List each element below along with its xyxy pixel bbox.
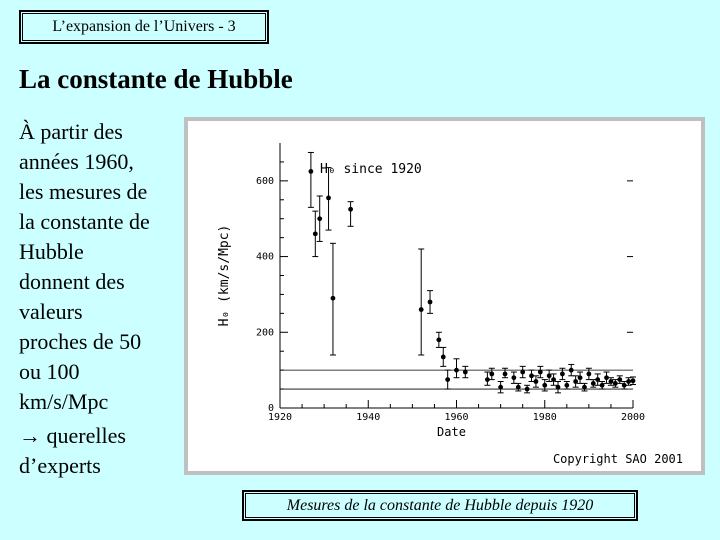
data-point — [569, 368, 574, 373]
data-point — [586, 372, 591, 377]
body-line: la constante de — [19, 209, 150, 234]
hubble-figure — [184, 117, 705, 475]
y-tick-label: 0 — [267, 403, 274, 414]
data-point — [317, 216, 322, 221]
data-point — [626, 379, 631, 384]
x-tick-label: 1960 — [444, 412, 469, 423]
body-line: km/s/Mpc — [19, 389, 109, 414]
data-point — [463, 370, 468, 375]
data-point — [445, 377, 450, 382]
data-point — [564, 383, 569, 388]
data-point — [503, 372, 508, 377]
plot-area — [188, 121, 701, 471]
page-title: La constante de Hubble — [19, 64, 293, 94]
data-point — [441, 354, 446, 359]
body-line: les mesures de — [19, 179, 148, 204]
body-line: À partir des — [19, 119, 123, 144]
data-point — [308, 169, 313, 174]
data-point — [313, 231, 318, 236]
slide-header — [19, 10, 269, 44]
body-line: années 1960, — [19, 149, 134, 174]
data-point — [326, 195, 331, 200]
data-point — [560, 372, 565, 377]
y-tick-label: 200 — [255, 327, 274, 339]
conclusion-line: d’experts — [19, 453, 101, 478]
data-point — [556, 385, 561, 390]
data-point — [582, 385, 587, 390]
conclusion-text — [19, 421, 179, 481]
data-point — [534, 379, 539, 384]
data-point — [578, 375, 583, 380]
data-point — [516, 385, 521, 390]
data-point — [419, 307, 424, 312]
x-tick-label: 1940 — [356, 412, 381, 423]
body-text — [19, 117, 179, 417]
x-tick-label: 1980 — [532, 412, 557, 423]
x-tick-label: 2000 — [620, 412, 646, 423]
body-line: Hubble — [19, 239, 84, 264]
slide-header-label: L’expansion de l’Univers - 3 — [22, 13, 266, 41]
hubble-chart — [188, 121, 701, 471]
x-axis-label: Date — [437, 425, 466, 439]
data-point — [489, 372, 494, 377]
data-point — [631, 378, 636, 383]
data-point — [348, 207, 353, 212]
y-tick-label: 400 — [255, 251, 274, 263]
data-point — [520, 370, 525, 375]
y-axis-label: H₀ (km/s/Mpc) — [217, 224, 232, 327]
data-point — [331, 296, 336, 301]
body-line: donnent des — [19, 269, 125, 294]
conclusion-line: → querelles — [19, 423, 126, 448]
figure-caption — [242, 490, 638, 521]
data-point — [542, 383, 547, 388]
figure-caption-text: Mesures de la constante de Hubble depuis 1920 — [245, 493, 635, 518]
data-point — [538, 370, 543, 375]
data-point — [498, 385, 503, 390]
body-line: proches de 50 — [19, 329, 142, 354]
body-line: valeurs — [19, 299, 83, 324]
data-point — [454, 368, 459, 373]
data-point — [511, 375, 516, 380]
chart-title: H₀ since 1920 — [320, 162, 422, 177]
x-tick-label: 1920 — [267, 412, 293, 423]
data-point — [525, 387, 530, 392]
y-tick-label: 600 — [255, 175, 274, 187]
copyright-text: Copyright SAO 2001 — [552, 452, 683, 466]
data-point — [428, 300, 433, 305]
body-line: ou 100 — [19, 359, 80, 384]
data-point — [436, 337, 441, 342]
